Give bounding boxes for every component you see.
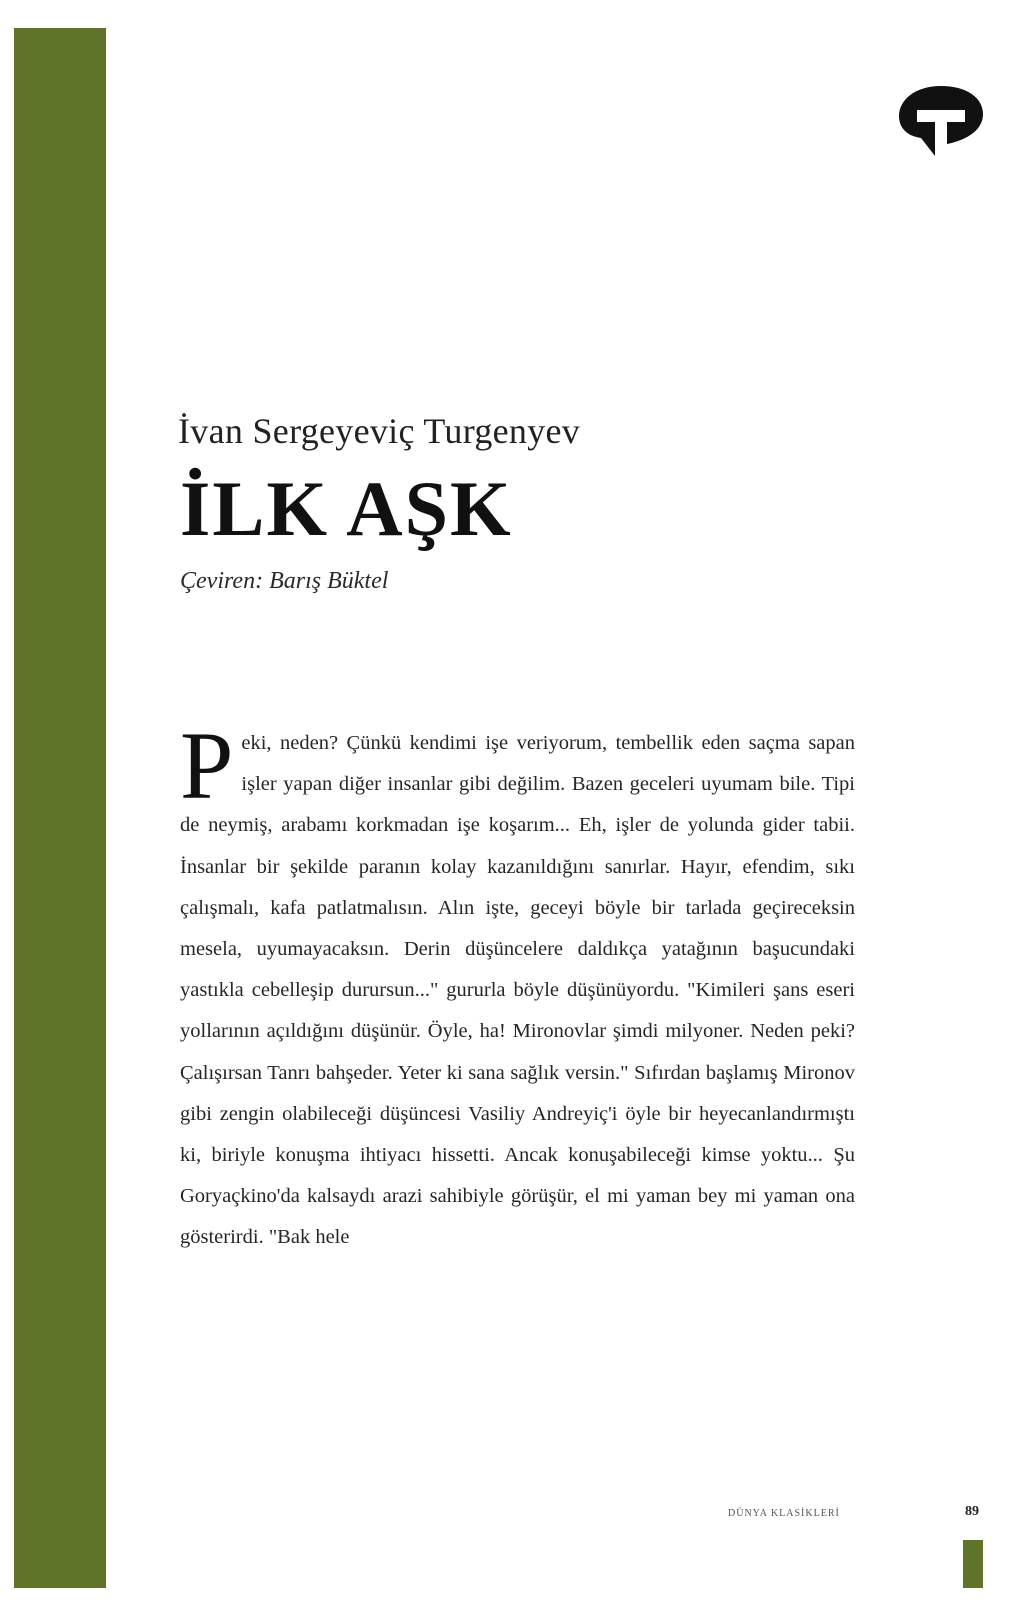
body-paragraph [180,712,855,1259]
translator-credit: Çeviren: Barış Büktel [180,568,389,594]
green-corner-mark [963,1540,983,1588]
drop-cap: P [180,712,234,819]
paragraph-text: eki, neden? Çünkü kendimi işe veriyorum, tembellik eden saçma sapan işler yapan diğer insanlar gibi değilim. Bazen geceleri uyumam bile. Tipi de neymiş, arabamı korkmadan işe koşarım... Eh, işler de yolunda gider tabii. İnsanlar bir şekilde paranın kolay kazanıldığını sanırlar. Hayır, efendim, sıkı çalışmalı, kafa patlatmalısın. Alın işte, geceyi böyle bir tarlada geçireceksin mesela, uyumayacaksın. Derin düşüncelere daldıkça yatağının başucundaki yastıkla cebelleşip durursun..." gururla böyle düşünüyordu. "Kimileri şans eseri yollarının açıldığını düşünür. Öyle, ha! Mironovlar şimdi milyoner. Neden peki? Çalışırsan Tanrı bahşeder. Yeter ki sana sağlık versin." Sıfırdan başlamış Mironov gibi zengin olabileceği düşüncesi Vasiliy Andreyiç'i öyle bir heyecanlandırmıştı ki, biriyle konuşma ihtiyacı hissetti. Ancak konuşabileceği kimse yoktu... Şu Goryaçkino'da kalsaydı arazi sahibiyle görüşür, el mi yaman bey mi yaman ona gösterirdi. "Bak hele [180,732,855,1249]
series-name: DÜNYA KLASİKLERİ [728,1508,840,1519]
book-title: İLK AŞK [180,465,513,552]
publisher-logo [895,82,987,158]
t-logo-icon [895,82,987,158]
author-name: İvan Sergeyeviç Turgenyev [178,411,581,451]
page-number: 89 [965,1504,979,1519]
green-side-bar [14,28,106,1588]
